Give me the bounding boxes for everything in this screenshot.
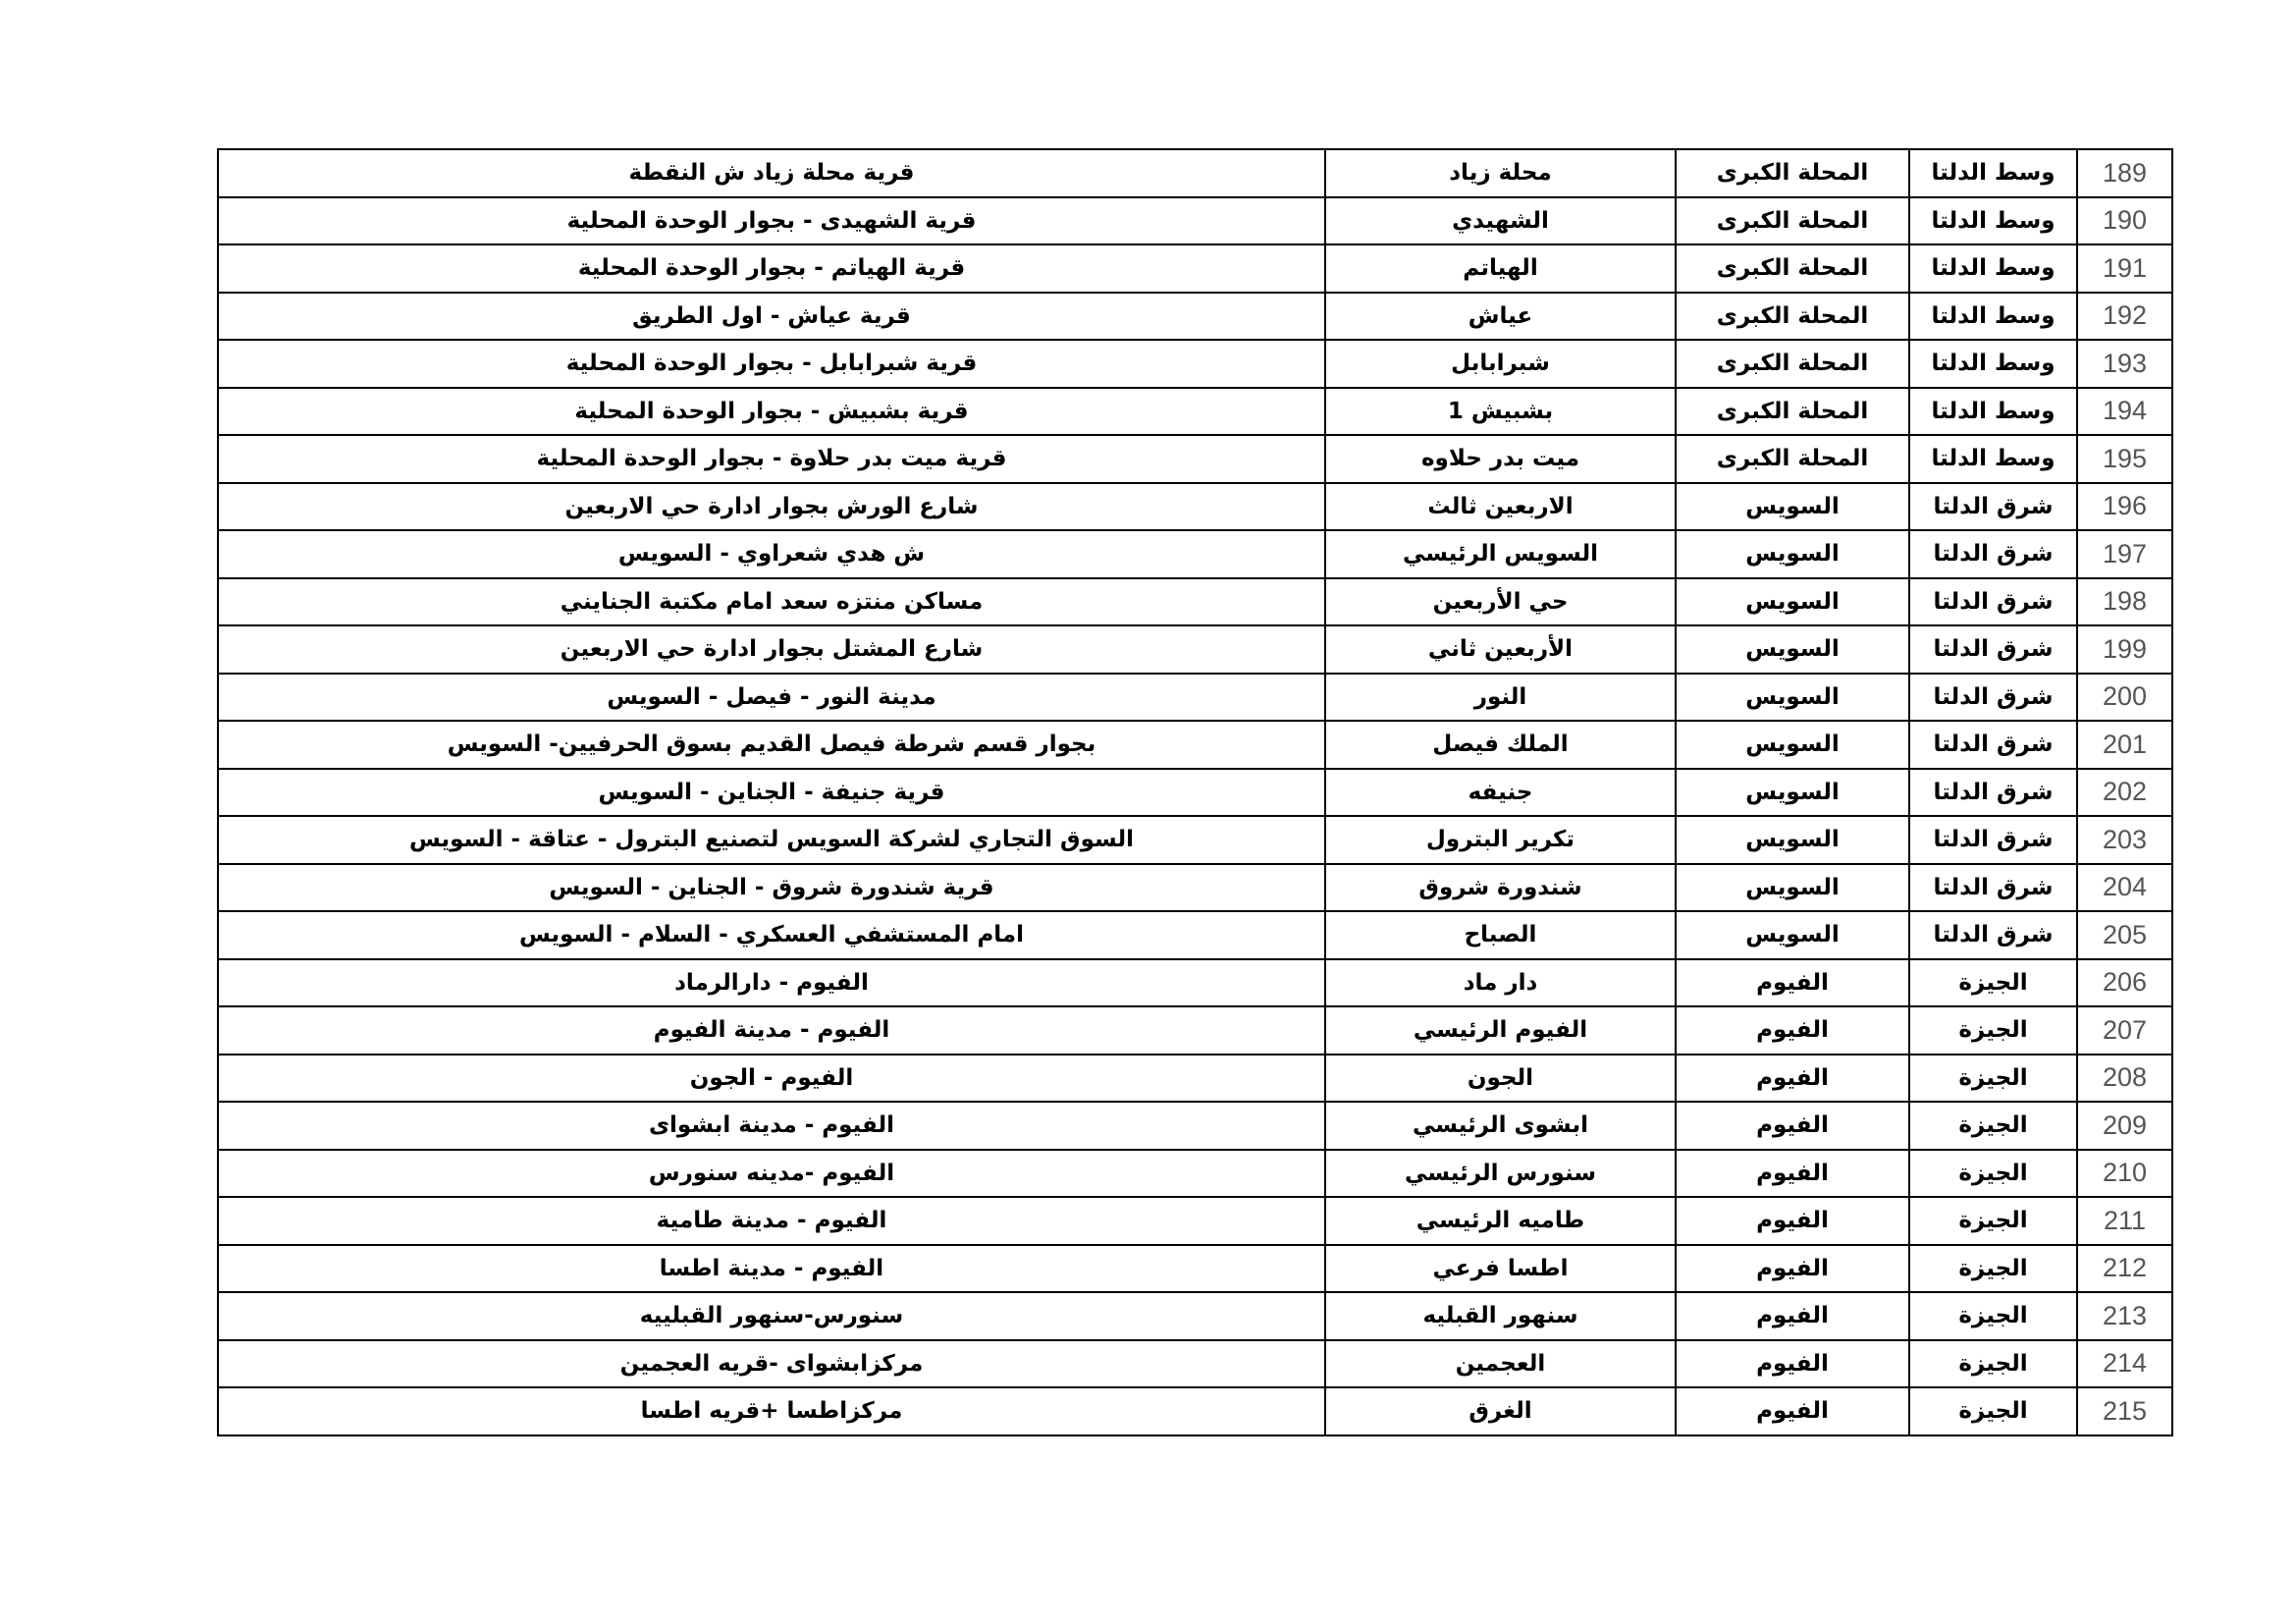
address-cell: السوق التجاري لشركة السويس لتصنيع البترول - عتاقة - السويس (218, 816, 1325, 864)
branch-name-cell: دار ماد (1325, 959, 1676, 1007)
table-row (218, 911, 2172, 959)
row-number: 202 (2077, 769, 2172, 817)
table-row (218, 721, 2172, 769)
table-row (218, 1197, 2172, 1245)
address-cell: قرية بشبيش - بجوار الوحدة المحلية (218, 388, 1325, 436)
row-number: 204 (2077, 864, 2172, 912)
region-cell: الجيزة (1909, 959, 2077, 1007)
governorate-cell: السويس (1676, 674, 1909, 722)
region-cell: وسط الدلتا (1909, 340, 2077, 388)
address-cell: مساكن منتزه سعد امام مكتبة الجنايني (218, 578, 1325, 626)
address-cell: الفيوم - مدينة اطسا (218, 1245, 1325, 1293)
row-number: 203 (2077, 816, 2172, 864)
address-cell: قرية عياش - اول الطريق (218, 293, 1325, 341)
branch-name-cell: الفيوم الرئيسي (1325, 1006, 1676, 1055)
address-cell: قرية الشهيدى - بجوار الوحدة المحلية (218, 197, 1325, 245)
branch-name-cell: الملك فيصل (1325, 721, 1676, 769)
table-row (218, 530, 2172, 578)
region-cell: شرق الدلتا (1909, 530, 2077, 578)
table-row (218, 244, 2172, 293)
address-cell: قرية ميت بدر حلاوة - بجوار الوحدة المحلية (218, 435, 1325, 483)
address-cell: مركزابشواى -قريه العجمين (218, 1340, 1325, 1388)
row-number: 196 (2077, 483, 2172, 531)
governorate-cell: السويس (1676, 625, 1909, 674)
row-number: 190 (2077, 197, 2172, 245)
branch-name-cell: جنيفه (1325, 769, 1676, 817)
region-cell: الجيزة (1909, 1387, 2077, 1435)
row-number: 197 (2077, 530, 2172, 578)
region-cell: شرق الدلتا (1909, 674, 2077, 722)
governorate-cell: الفيوم (1676, 1245, 1909, 1293)
branch-name-cell: بشبيش 1 (1325, 388, 1676, 436)
row-number: 211 (2077, 1197, 2172, 1245)
address-cell: ش هدي شعراوي - السويس (218, 530, 1325, 578)
table-row (218, 1245, 2172, 1293)
branch-name-cell: محلة زياد (1325, 149, 1676, 197)
address-cell: مدينة النور - فيصل - السويس (218, 674, 1325, 722)
governorate-cell: المحلة الكبرى (1676, 388, 1909, 436)
address-cell: قرية شندورة شروق - الجناين - السويس (218, 864, 1325, 912)
governorate-cell: الفيوم (1676, 1387, 1909, 1435)
table-row (218, 816, 2172, 864)
region-cell: وسط الدلتا (1909, 388, 2077, 436)
branch-name-cell: السويس الرئيسي (1325, 530, 1676, 578)
address-cell: مركزاطسا +قريه اطسا (218, 1387, 1325, 1435)
branch-name-cell: سنورس الرئيسي (1325, 1150, 1676, 1198)
region-cell: شرق الدلتا (1909, 483, 2077, 531)
region-cell: وسط الدلتا (1909, 149, 2077, 197)
region-cell: شرق الدلتا (1909, 721, 2077, 769)
governorate-cell: الفيوم (1676, 1102, 1909, 1150)
row-number: 201 (2077, 721, 2172, 769)
table-row (218, 388, 2172, 436)
row-number: 199 (2077, 625, 2172, 674)
governorate-cell: السويس (1676, 911, 1909, 959)
table-row (218, 1150, 2172, 1198)
row-number: 193 (2077, 340, 2172, 388)
branch-name-cell: تكرير البترول (1325, 816, 1676, 864)
region-cell: الجيزة (1909, 1245, 2077, 1293)
governorate-cell: السويس (1676, 864, 1909, 912)
table-row (218, 1102, 2172, 1150)
table-row (218, 483, 2172, 531)
region-cell: شرق الدلتا (1909, 625, 2077, 674)
governorate-cell: المحلة الكبرى (1676, 149, 1909, 197)
table-row (218, 149, 2172, 197)
address-cell: الفيوم - دارالرماد (218, 959, 1325, 1007)
address-cell: الفيوم - مدينة طامية (218, 1197, 1325, 1245)
row-number: 208 (2077, 1055, 2172, 1103)
address-cell: الفيوم -مدينه سنورس (218, 1150, 1325, 1198)
governorate-cell: المحلة الكبرى (1676, 340, 1909, 388)
table-row (218, 197, 2172, 245)
governorate-cell: الفيوم (1676, 1150, 1909, 1198)
row-number: 212 (2077, 1245, 2172, 1293)
row-number: 191 (2077, 244, 2172, 293)
branch-name-cell: الأربعين ثاني (1325, 625, 1676, 674)
branch-name-cell: عياش (1325, 293, 1676, 341)
table-row (218, 864, 2172, 912)
region-cell: وسط الدلتا (1909, 435, 2077, 483)
row-number: 198 (2077, 578, 2172, 626)
region-cell: وسط الدلتا (1909, 244, 2077, 293)
row-number: 195 (2077, 435, 2172, 483)
governorate-cell: السويس (1676, 483, 1909, 531)
row-number: 215 (2077, 1387, 2172, 1435)
address-cell: الفيوم - مدينة الفيوم (218, 1006, 1325, 1055)
branch-name-cell: النور (1325, 674, 1676, 722)
locations-table-body (218, 149, 2172, 1435)
address-cell: الفيوم - الجون (218, 1055, 1325, 1103)
table-row (218, 625, 2172, 674)
region-cell: الجيزة (1909, 1006, 2077, 1055)
region-cell: الجيزة (1909, 1102, 2077, 1150)
region-cell: الجيزة (1909, 1292, 2077, 1340)
governorate-cell: الفيوم (1676, 1055, 1909, 1103)
branch-name-cell: حي الأربعين (1325, 578, 1676, 626)
row-number: 192 (2077, 293, 2172, 341)
region-cell: وسط الدلتا (1909, 197, 2077, 245)
table-row (218, 1292, 2172, 1340)
address-cell: سنورس-سنهور القبلييه (218, 1292, 1325, 1340)
table-row (218, 1055, 2172, 1103)
region-cell: شرق الدلتا (1909, 816, 2077, 864)
branch-name-cell: الاربعين ثالث (1325, 483, 1676, 531)
branch-name-cell: الصباح (1325, 911, 1676, 959)
address-cell: قرية محلة زياد ش النقطة (218, 149, 1325, 197)
table-row (218, 1387, 2172, 1435)
table-row (218, 293, 2172, 341)
row-number: 194 (2077, 388, 2172, 436)
branch-name-cell: الجون (1325, 1055, 1676, 1103)
branch-name-cell: شندورة شروق (1325, 864, 1676, 912)
table-row (218, 769, 2172, 817)
address-cell: امام المستشفي العسكري - السلام - السويس (218, 911, 1325, 959)
branch-name-cell: العجمين (1325, 1340, 1676, 1388)
branch-name-cell: شبرابابل (1325, 340, 1676, 388)
governorate-cell: الفيوم (1676, 1292, 1909, 1340)
governorate-cell: الفيوم (1676, 1197, 1909, 1245)
governorate-cell: الفيوم (1676, 1006, 1909, 1055)
branch-name-cell: الغرق (1325, 1387, 1676, 1435)
row-number: 213 (2077, 1292, 2172, 1340)
region-cell: الجيزة (1909, 1340, 2077, 1388)
branch-name-cell: سنهور القبليه (1325, 1292, 1676, 1340)
branch-name-cell: طاميه الرئيسي (1325, 1197, 1676, 1245)
locations-table (217, 148, 2173, 1436)
address-cell: قرية شبرابابل - بجوار الوحدة المحلية (218, 340, 1325, 388)
branch-name-cell: اطسا فرعي (1325, 1245, 1676, 1293)
region-cell: شرق الدلتا (1909, 578, 2077, 626)
governorate-cell: المحلة الكبرى (1676, 435, 1909, 483)
governorate-cell: الفيوم (1676, 959, 1909, 1007)
row-number: 200 (2077, 674, 2172, 722)
governorate-cell: السويس (1676, 578, 1909, 626)
table-row (218, 1006, 2172, 1055)
table-row (218, 674, 2172, 722)
governorate-cell: السويس (1676, 816, 1909, 864)
branch-name-cell: الهياتم (1325, 244, 1676, 293)
region-cell: الجيزة (1909, 1150, 2077, 1198)
branch-name-cell: ميت بدر حلاوه (1325, 435, 1676, 483)
governorate-cell: السويس (1676, 530, 1909, 578)
governorate-cell: المحلة الكبرى (1676, 244, 1909, 293)
governorate-cell: المحلة الكبرى (1676, 293, 1909, 341)
branch-name-cell: ابشوى الرئيسي (1325, 1102, 1676, 1150)
row-number: 189 (2077, 149, 2172, 197)
table-row (218, 435, 2172, 483)
region-cell: الجيزة (1909, 1055, 2077, 1103)
address-cell: شارع المشتل بجوار ادارة حي الاربعين (218, 625, 1325, 674)
address-cell: الفيوم - مدينة ابشواى (218, 1102, 1325, 1150)
row-number: 206 (2077, 959, 2172, 1007)
region-cell: شرق الدلتا (1909, 769, 2077, 817)
governorate-cell: الفيوم (1676, 1340, 1909, 1388)
row-number: 210 (2077, 1150, 2172, 1198)
row-number: 214 (2077, 1340, 2172, 1388)
branch-name-cell: الشهيدي (1325, 197, 1676, 245)
governorate-cell: المحلة الكبرى (1676, 197, 1909, 245)
address-cell: قرية جنيفة - الجناين - السويس (218, 769, 1325, 817)
row-number: 205 (2077, 911, 2172, 959)
governorate-cell: السويس (1676, 769, 1909, 817)
region-cell: الجيزة (1909, 1197, 2077, 1245)
row-number: 209 (2077, 1102, 2172, 1150)
table-row (218, 578, 2172, 626)
region-cell: شرق الدلتا (1909, 911, 2077, 959)
region-cell: وسط الدلتا (1909, 293, 2077, 341)
region-cell: شرق الدلتا (1909, 864, 2077, 912)
table-row (218, 1340, 2172, 1388)
row-number: 207 (2077, 1006, 2172, 1055)
table-row (218, 340, 2172, 388)
address-cell: قرية الهياتم - بجوار الوحدة المحلية (218, 244, 1325, 293)
governorate-cell: السويس (1676, 721, 1909, 769)
address-cell: بجوار قسم شرطة فيصل القديم بسوق الحرفيين- السويس (218, 721, 1325, 769)
address-cell: شارع الورش بجوار ادارة حي الاربعين (218, 483, 1325, 531)
table-row (218, 959, 2172, 1007)
